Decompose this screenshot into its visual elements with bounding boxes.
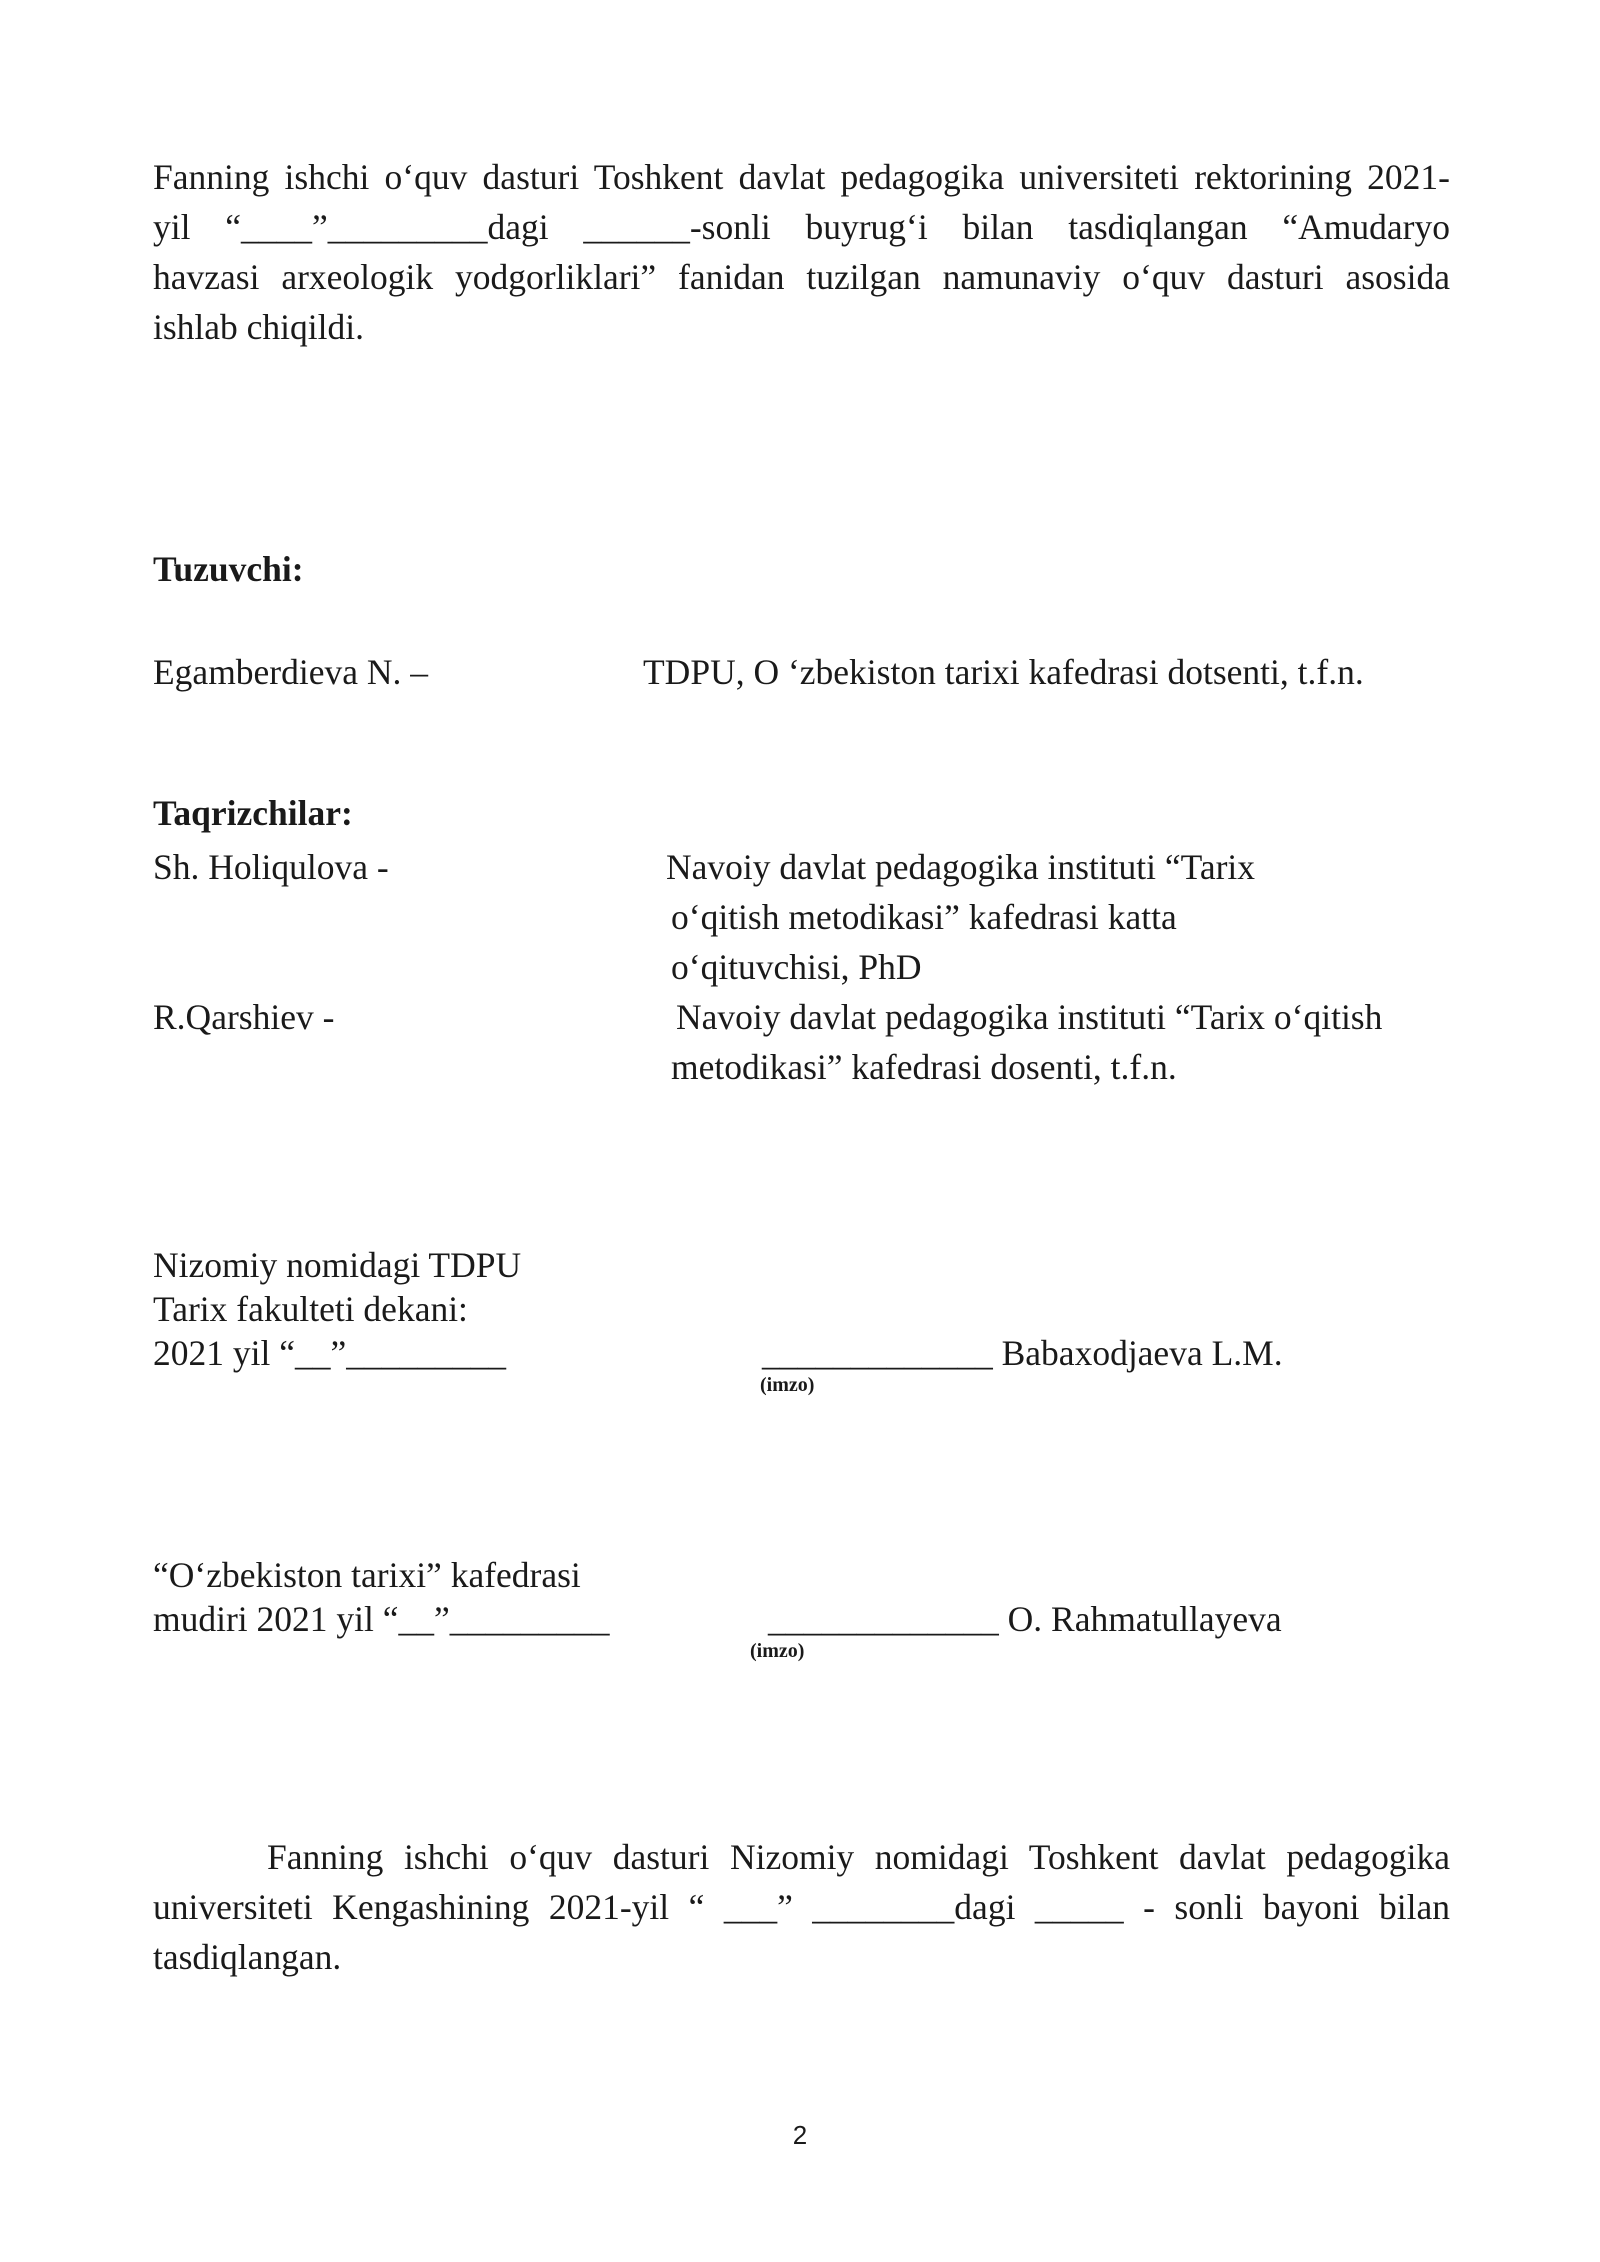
reviewer-affiliation-line: Navoiy davlat pedagogika instituti “Tarix xyxy=(666,847,1256,887)
intro-line: havzasi arxeologik yodgorliklari” fanidan tuzilgan namunaviy oʻquv dasturi asosida xyxy=(153,257,1450,297)
author-heading: Tuzuvchi: xyxy=(153,549,304,589)
reviewer-affiliation-line: oʻqitish metodikasi” kafedrasi katta xyxy=(671,897,1177,937)
reviewer-affiliation-line: metodikasi” kafedrasi dosenti, t.f.n. xyxy=(671,1047,1177,1087)
dean-imzo-label: (imzo) xyxy=(760,1374,815,1396)
head-signature: _____________ O. Rahmatullayeva xyxy=(768,1599,1282,1639)
page-number: 2 xyxy=(792,2120,808,2150)
intro-line: ishlab chiqildi. xyxy=(153,307,365,347)
intro-paragraph xyxy=(153,152,1450,352)
approval-line: tasdiqlangan. xyxy=(153,1937,342,1977)
head-line: “Oʻzbekiston tarixi” kafedrasi xyxy=(153,1555,581,1595)
dean-line: 2021 yil “__”_________ xyxy=(153,1333,506,1373)
author-position: TDPU, O ʻzbekiston tarixi kafedrasi dotsenti, t.f.n. xyxy=(643,652,1364,692)
head-imzo-label: (imzo) xyxy=(750,1640,805,1662)
dean-line: Nizomiy nomidagi TDPU xyxy=(153,1245,522,1285)
reviewer-affiliation-line: Navoiy davlat pedagogika instituti “Tarix oʻqitish xyxy=(676,997,1383,1037)
reviewer-name: Sh. Holiqulova - xyxy=(153,847,389,887)
intro-line: Fanning ishchi oʻquv dasturi Toshkent davlat pedagogika universiteti rektorining 2021- xyxy=(153,157,1450,197)
approval-paragraph xyxy=(153,1832,1450,1982)
approval-line: Fanning ishchi oʻquv dasturi Nizomiy nomidagi Toshkent davlat pedagogika xyxy=(267,1837,1450,1877)
approval-line: universiteti Kengashining 2021-yil “ ___” ________dagi _____ - sonli bayoni bilan xyxy=(153,1887,1450,1927)
intro-line: yil “____”_________dagi ______-sonli buyrugʻi bilan tasdiqlangan “Amudaryo xyxy=(153,207,1450,247)
reviewers-heading: Taqrizchilar: xyxy=(153,793,353,833)
head-line: mudiri 2021 yil “__”_________ xyxy=(153,1599,610,1639)
author-name: Egamberdieva N. – xyxy=(153,652,429,692)
reviewer-affiliation-line: oʻqituvchisi, PhD xyxy=(671,947,922,987)
dean-line: Tarix fakulteti dekani: xyxy=(153,1289,468,1329)
dean-signature: _____________ Babaxodjaeva L.M. xyxy=(762,1333,1283,1373)
reviewer-name: R.Qarshiev - xyxy=(153,997,335,1037)
